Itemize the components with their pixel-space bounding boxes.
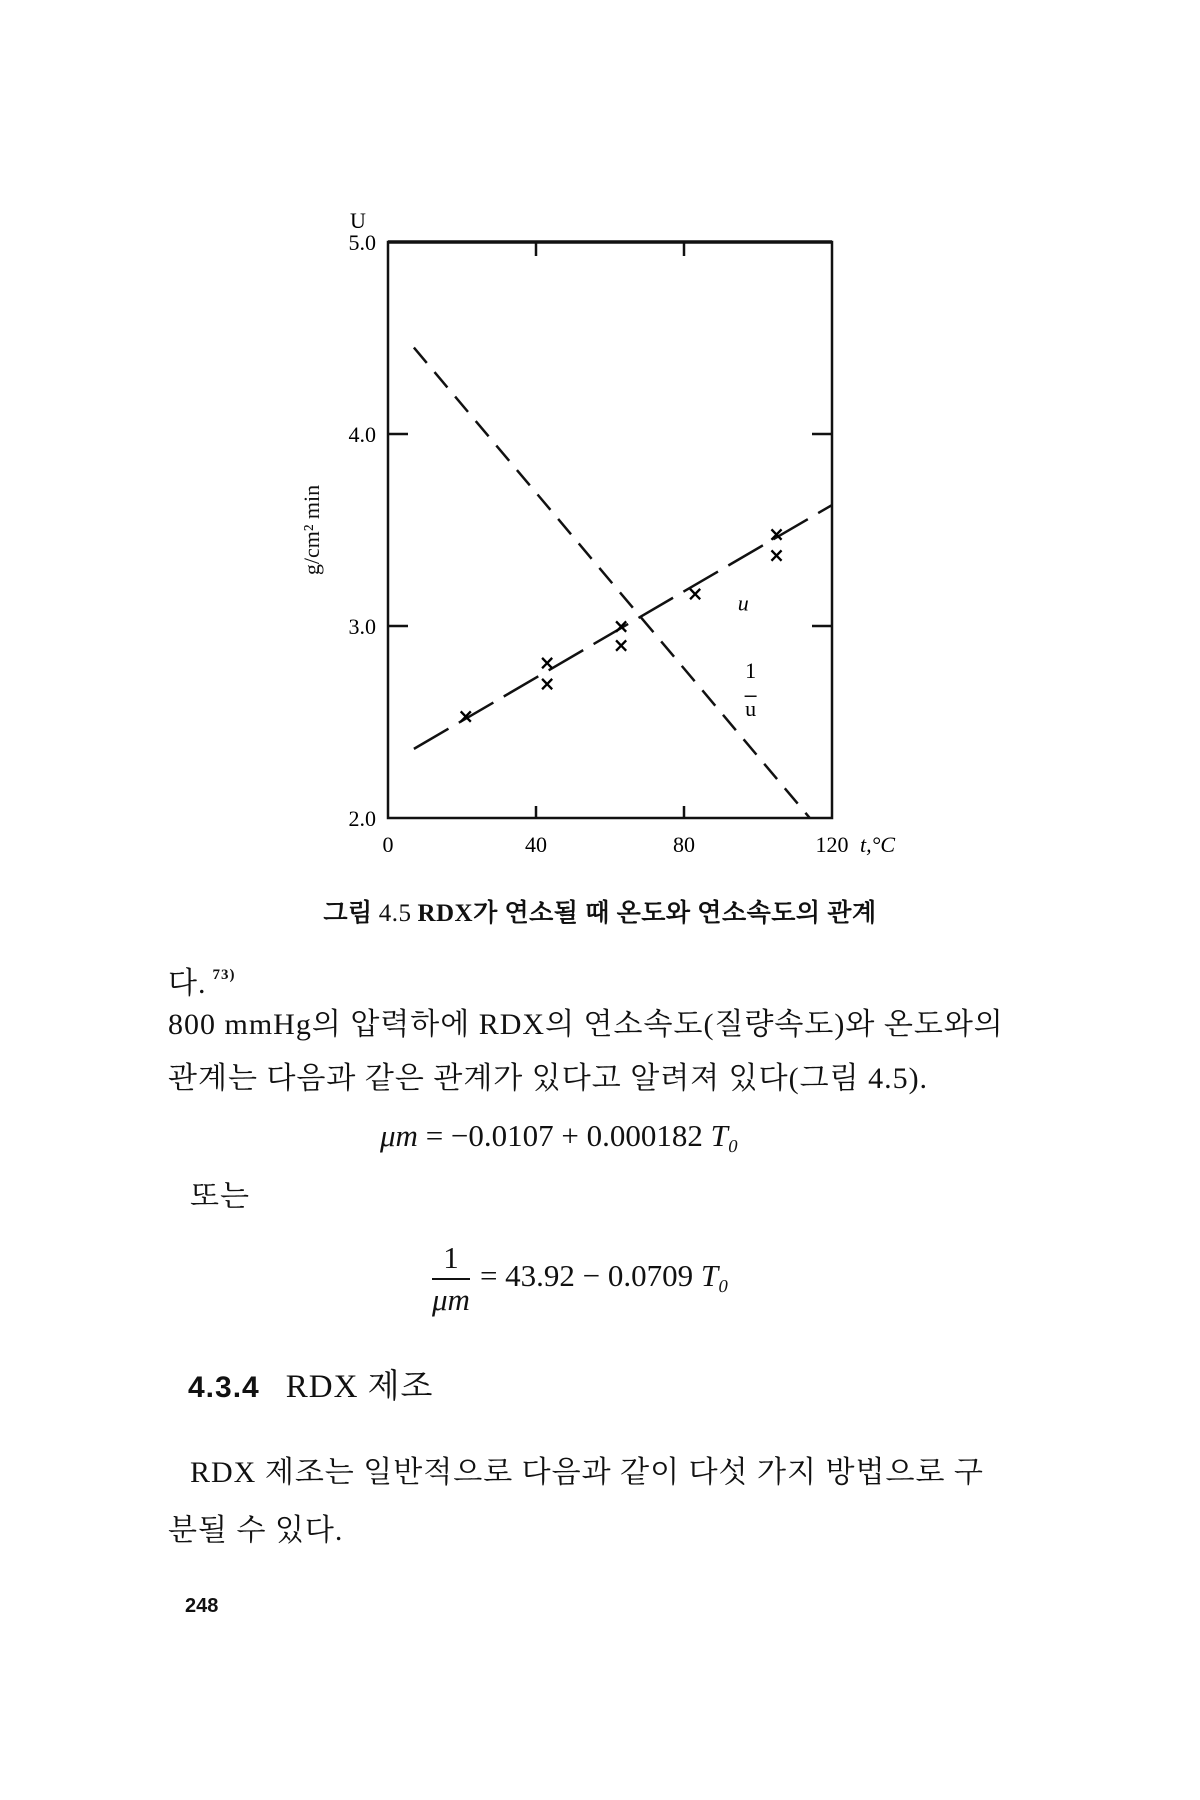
y-tick-label: 3.0 (348, 614, 376, 639)
figure-caption (0, 893, 1200, 929)
data-point-marker: × (612, 614, 630, 638)
equation-1 (380, 1118, 739, 1154)
series-label-inverse-numerator: 1 (745, 657, 757, 683)
x-tick-label: 0 (382, 832, 394, 857)
y-tick-label: 4.0 (348, 422, 376, 447)
caption-text: RDX가 연소될 때 온도와 연소속도의 관계 (417, 900, 877, 927)
data-point-marker: × (768, 542, 785, 567)
data-point-marker: × (768, 521, 785, 546)
section-title: RDX 제조 (285, 1369, 434, 1405)
y-tick-label: 5.0 (348, 230, 376, 255)
paragraph-1-line-2: 관계는 다음과 같은 관계가 있다고 알려져 있다(그림 4.5). (168, 1062, 929, 1095)
x-tick-label: 80 (673, 832, 695, 857)
paragraph-2-line-1: RDX 제조는 일반적으로 다음과 같이 다섯 가지 방법으로 구 (190, 1456, 984, 1489)
x-tick-label: 120 (815, 832, 849, 857)
series-label-u: u (737, 590, 749, 616)
plot-frame (388, 242, 832, 818)
section-heading (188, 1360, 433, 1407)
paragraph-2-line-2: 분될 수 있다. (168, 1514, 344, 1547)
data-point-marker: × (538, 671, 556, 696)
data-point-marker: × (538, 650, 556, 675)
equation-1-lhs: μm (380, 1118, 418, 1153)
equation-2-numerator: 1 (432, 1238, 470, 1280)
equation-2 (432, 1238, 729, 1320)
or-word: 또는 (190, 1180, 250, 1213)
caption-prefix: 그림 (323, 900, 373, 927)
x-axis-label: t,°C (860, 832, 896, 857)
x-tick-label: 40 (525, 832, 547, 857)
series-label-inverse-denominator: u (745, 696, 757, 722)
equation-2-denominator: μm (432, 1282, 470, 1317)
equation-2-fraction (432, 1238, 470, 1320)
equation-1-variable: T₀ (710, 1118, 739, 1153)
continuation-text: 다. (168, 967, 207, 1000)
footnote-reference: 73) (212, 967, 236, 983)
data-point-marker: × (612, 633, 630, 658)
data-point-marker: × (457, 704, 475, 729)
page-number: 248 (185, 1595, 219, 1617)
section-number: 4.3.4 (188, 1371, 260, 1404)
y-axis-top-label: U (350, 208, 366, 233)
series-line-inverse-u (414, 348, 810, 818)
equation-2-variable: T₀ (700, 1258, 729, 1294)
equation-1-rhs: = −0.0107 + 0.000182 (425, 1118, 703, 1153)
caption-number: 4.5 (378, 900, 412, 927)
paragraph-1-line-1: 800 mmHg의 압력하에 RDX의 연소속도(질량속도)와 온도와의 (168, 1008, 1004, 1041)
y-tick-label: 2.0 (348, 806, 376, 831)
y-axis-label: g/cm² min (299, 484, 324, 576)
data-point-marker: × (686, 581, 704, 606)
equation-2-rhs: = 43.92 − 0.0709 (479, 1258, 694, 1294)
